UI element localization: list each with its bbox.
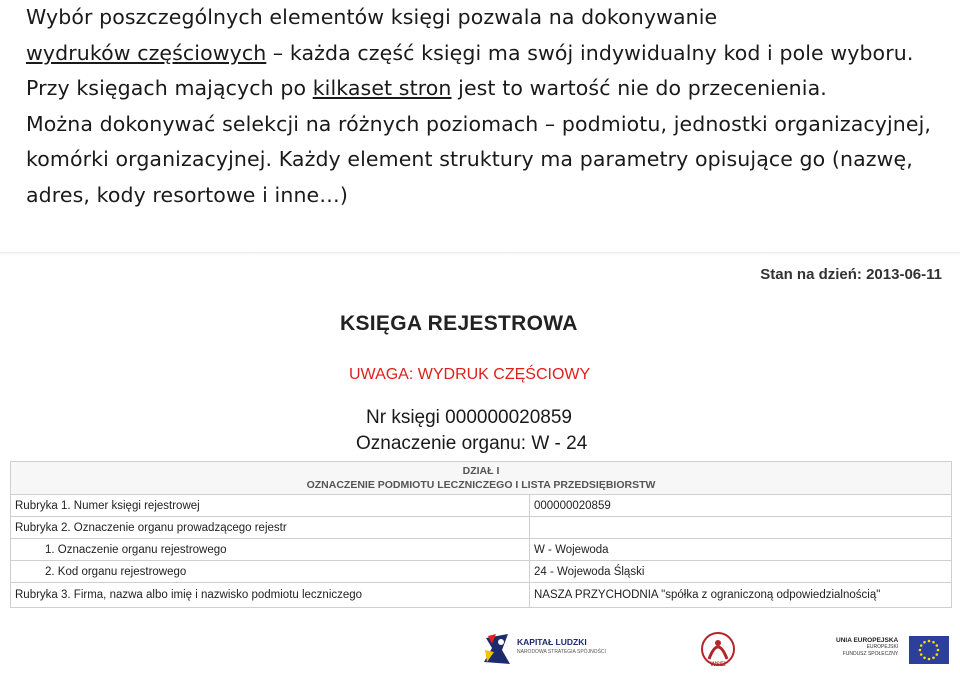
- kapital-ludzki-title: KAPITAŁ LUDZKI: [517, 637, 587, 647]
- table-row[interactable]: [11, 583, 952, 608]
- table-header-row: [11, 462, 952, 495]
- register-number: Nr księgi 000000020859: [366, 407, 572, 428]
- link-wydruki-czesciowe[interactable]: wydruków częściowych: [26, 40, 267, 65]
- table-row[interactable]: [11, 561, 952, 583]
- document-title: KSIĘGA REJESTROWA: [340, 312, 578, 335]
- row-value: [530, 517, 952, 539]
- table-row[interactable]: [11, 517, 952, 539]
- row-label: Rubryka 3. Firma, nazwa albo imię i nazwisko podmiotu leczniczego: [11, 583, 530, 608]
- intro-text: [26, 0, 951, 214]
- dzial-table: [10, 461, 952, 608]
- intro-paragraph-1: [26, 0, 951, 107]
- row-value: 24 - Wojewoda Śląski: [530, 561, 952, 583]
- kapital-ludzki-logo-icon: [482, 632, 512, 666]
- intro-text-segment: Wybór poszczególnych elementów księgi pozwala na dokonywanie: [26, 5, 718, 29]
- warning-text: UWAGA: WYDRUK CZĘŚCIOWY: [349, 366, 591, 383]
- eu-line-3: FUNDUSZ SPOŁECZNY: [842, 651, 899, 657]
- row-value: NASZA PRZYCHODNIA "spółka z ograniczoną odpowiedzialnością": [530, 583, 952, 608]
- link-kilkaset-stron[interactable]: kilkaset stron: [312, 76, 452, 101]
- eu-line-2: EUROPEJSKI: [866, 644, 899, 650]
- row-value: W - Wojewoda: [530, 539, 952, 561]
- intro-text-segment: – każda część księgi ma swój indywidualny kod i pole wyboru. Przy księgach mających po: [26, 40, 914, 101]
- kapital-ludzki-subtitle: NARODOWA STRATEGIA SPÓJNOŚCI: [517, 649, 606, 655]
- table-row[interactable]: [11, 495, 952, 517]
- wsei-logo-icon: [697, 629, 739, 669]
- kapital-ludzki-text: [517, 637, 606, 657]
- row-label: Rubryka 1. Numer księgi rejestrowej: [11, 495, 530, 517]
- intro-text-segment: jest to wartość nie do przecenienia.: [451, 76, 827, 101]
- table-row[interactable]: [11, 539, 952, 561]
- row-label: 2. Kod organu rejestrowego: [11, 561, 530, 583]
- eu-text: [836, 637, 898, 658]
- section-subtitle: OZNACZENIE PODMIOTU LECZNICZEGO I LISTA PRZEDSIĘBIORSTW: [306, 479, 656, 491]
- section-title: DZIAŁ I: [462, 465, 500, 477]
- wsei-logo-text: WSEI: [710, 662, 726, 668]
- eu-flag-icon: [909, 636, 949, 664]
- intro-paragraph-2: Można dokonywać selekcji na różnych poziomach – podmiotu, jednostki organizacyjnej, komórki organizacyjnej. Każdy element struktury ma parametry opisujące go (nazwę, adres, kody resortowe i inne…): [26, 111, 931, 207]
- eu-line-1: UNIA EUROPEJSKA: [836, 637, 899, 644]
- footer-logos: [0, 624, 960, 673]
- organ-designation: Oznaczenie organu: W - 24: [356, 433, 588, 454]
- row-label: Rubryka 2. Oznaczenie organu prowadzącego rejestr: [11, 517, 530, 539]
- row-value: 000000020859: [530, 495, 952, 517]
- row-label: 1. Oznaczenie organu rejestrowego: [11, 539, 530, 561]
- table-header-cell: [11, 462, 952, 495]
- stan-na-dzien: Stan na dzień: 2013-06-11: [760, 266, 942, 283]
- divider: [0, 252, 960, 255]
- document-screenshot: [0, 252, 960, 624]
